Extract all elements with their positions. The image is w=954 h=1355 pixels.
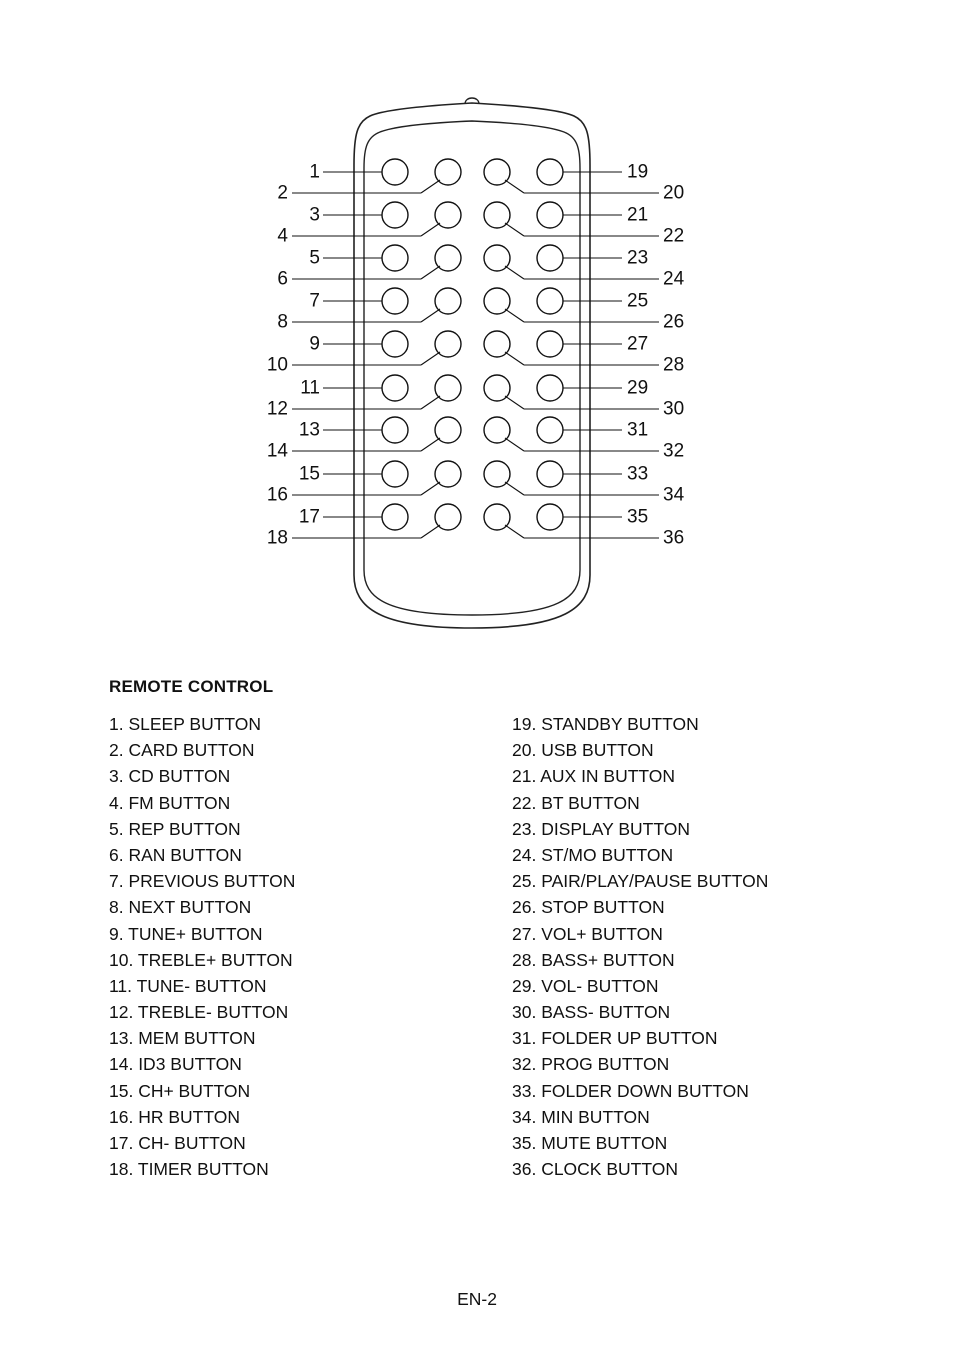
list-item: 22. BT BUTTON xyxy=(512,792,640,813)
callout-label: 21 xyxy=(627,204,649,226)
list-item: 23. DISPLAY BUTTON xyxy=(512,818,690,839)
list-item: 31. FOLDER UP BUTTON xyxy=(512,1028,718,1049)
list-item: 17. CH- BUTTON xyxy=(109,1133,246,1153)
list-item: 29. VOL- BUTTON xyxy=(512,975,659,996)
remote-button-icon xyxy=(537,288,563,314)
list-item: 26. STOP BUTTON xyxy=(512,897,665,918)
callout-label: 27 xyxy=(627,333,649,355)
callout-label: 28 xyxy=(663,354,685,376)
leader-line xyxy=(421,396,440,409)
list-item: 7. PREVIOUS BUTTON xyxy=(109,871,296,892)
callout-label: 24 xyxy=(663,268,685,290)
remote-button-icon xyxy=(382,417,408,443)
list-item: 30. BASS- BUTTON xyxy=(512,1002,671,1023)
callout-label: 5 xyxy=(309,247,320,269)
leader-line xyxy=(421,482,440,495)
leader-line xyxy=(505,396,524,409)
callout-label: 6 xyxy=(277,268,288,290)
callout-label: 14 xyxy=(266,440,288,462)
list-item: 34. MIN BUTTON xyxy=(512,1106,650,1127)
callout-label: 18 xyxy=(266,527,288,549)
remote-button-icon xyxy=(382,375,408,401)
callout-label: 19 xyxy=(627,161,649,183)
page-number: EN-2 xyxy=(457,1289,497,1309)
remote-button-icon xyxy=(382,202,408,228)
list-item: 2. CARD BUTTON xyxy=(109,740,255,761)
list-item: 18. TIMER BUTTON xyxy=(109,1159,269,1180)
list-item: 9. TUNE+ BUTTON xyxy=(109,923,263,944)
callout-label: 15 xyxy=(298,463,320,485)
leader-line xyxy=(421,438,440,451)
callout-label: 34 xyxy=(663,484,685,506)
leader-line xyxy=(505,180,524,193)
remote-button-icon xyxy=(537,417,563,443)
callout-label: 7 xyxy=(309,290,320,312)
callout-label: 26 xyxy=(663,311,685,333)
leader-line xyxy=(421,352,440,365)
remote-button-icon xyxy=(537,245,563,271)
list-item: 35. MUTE BUTTON xyxy=(512,1133,668,1153)
list-item: 25. PAIR/PLAY/PAUSE BUTTON xyxy=(512,871,769,892)
button-list-left xyxy=(109,713,295,1184)
callout-label: 2 xyxy=(277,182,288,204)
remote-button-icon xyxy=(537,331,563,357)
list-item: 5. REP BUTTON xyxy=(109,818,241,839)
leader-line xyxy=(505,309,524,322)
callout-label: 10 xyxy=(266,354,288,376)
list-item: 32. PROG BUTTON xyxy=(512,1054,670,1075)
button-list-right xyxy=(512,713,768,1184)
leader-line xyxy=(421,266,440,279)
leader-line xyxy=(421,223,440,236)
list-item: 33. FOLDER DOWN BUTTON xyxy=(512,1080,749,1101)
list-item: 14. ID3 BUTTON xyxy=(109,1054,242,1075)
callout-label: 23 xyxy=(627,247,649,269)
callout-label: 16 xyxy=(266,484,288,506)
callout-label: 31 xyxy=(627,419,649,441)
list-item: 1. SLEEP BUTTON xyxy=(109,714,262,734)
remote-button-icon xyxy=(382,331,408,357)
list-item: 20. USB BUTTON xyxy=(512,740,654,761)
callout-label: 33 xyxy=(627,463,649,485)
section-title: REMOTE CONTROL xyxy=(109,677,274,696)
callout-label: 13 xyxy=(298,419,320,441)
list-item: 15. CH+ BUTTON xyxy=(109,1080,251,1101)
list-item: 12. TREBLE- BUTTON xyxy=(109,1002,289,1023)
callout-label: 35 xyxy=(627,506,649,528)
callout-label: 8 xyxy=(277,311,288,333)
callout-label: 20 xyxy=(663,182,685,204)
list-item: 28. BASS+ BUTTON xyxy=(512,949,675,970)
callout-label: 25 xyxy=(627,290,649,312)
callout-label: 11 xyxy=(300,377,320,399)
leader-line xyxy=(505,525,524,538)
remote-button-icon xyxy=(537,504,563,530)
callout-label: 12 xyxy=(266,398,288,420)
leader-line xyxy=(421,180,440,193)
remote-button-icon xyxy=(537,375,563,401)
list-item: 11. TUNE- BUTTON xyxy=(109,975,267,996)
list-item: 10. TREBLE+ BUTTON xyxy=(109,949,293,970)
callout-label: 29 xyxy=(627,377,649,399)
remote-button-icon xyxy=(537,461,563,487)
leader-line xyxy=(421,525,440,538)
callout-label: 30 xyxy=(663,398,685,420)
list-item: 4. FM BUTTON xyxy=(109,792,231,813)
list-item: 27. VOL+ BUTTON xyxy=(512,923,663,944)
callout-label: 36 xyxy=(663,527,685,549)
list-item: 13. MEM BUTTON xyxy=(109,1028,256,1049)
remote-button-icon xyxy=(382,159,408,185)
remote-button-icon xyxy=(537,202,563,228)
list-item: 8. NEXT BUTTON xyxy=(109,897,252,918)
remote-button-icon xyxy=(382,504,408,530)
callout-label: 1 xyxy=(309,161,320,183)
leader-line xyxy=(421,309,440,322)
leader-line xyxy=(505,482,524,495)
list-item: 21. AUX IN BUTTON xyxy=(512,766,676,787)
remote-button-icon xyxy=(382,461,408,487)
leader-line xyxy=(505,352,524,365)
leader-line xyxy=(505,266,524,279)
remote-button-icon xyxy=(537,159,563,185)
list-item: 24. ST/MO BUTTON xyxy=(512,844,674,865)
list-item: 6. RAN BUTTON xyxy=(109,844,242,865)
callout-label: 4 xyxy=(277,225,288,247)
remote-body-inner xyxy=(364,121,580,615)
callout-label: 32 xyxy=(663,440,685,462)
remote-control-diagram xyxy=(0,0,954,660)
list-item: 36. CLOCK BUTTON xyxy=(512,1159,678,1180)
callout-label: 9 xyxy=(309,333,320,355)
callout-label: 3 xyxy=(309,204,320,226)
list-item: 19. STANDBY BUTTON xyxy=(512,714,699,734)
list-item: 3. CD BUTTON xyxy=(109,766,231,787)
leader-line xyxy=(505,438,524,451)
leader-line xyxy=(505,223,524,236)
remote-button-icon xyxy=(382,288,408,314)
remote-button-icon xyxy=(382,245,408,271)
callout-label: 17 xyxy=(298,506,320,528)
list-item: 16. HR BUTTON xyxy=(109,1106,240,1127)
callout-label: 22 xyxy=(663,225,685,247)
